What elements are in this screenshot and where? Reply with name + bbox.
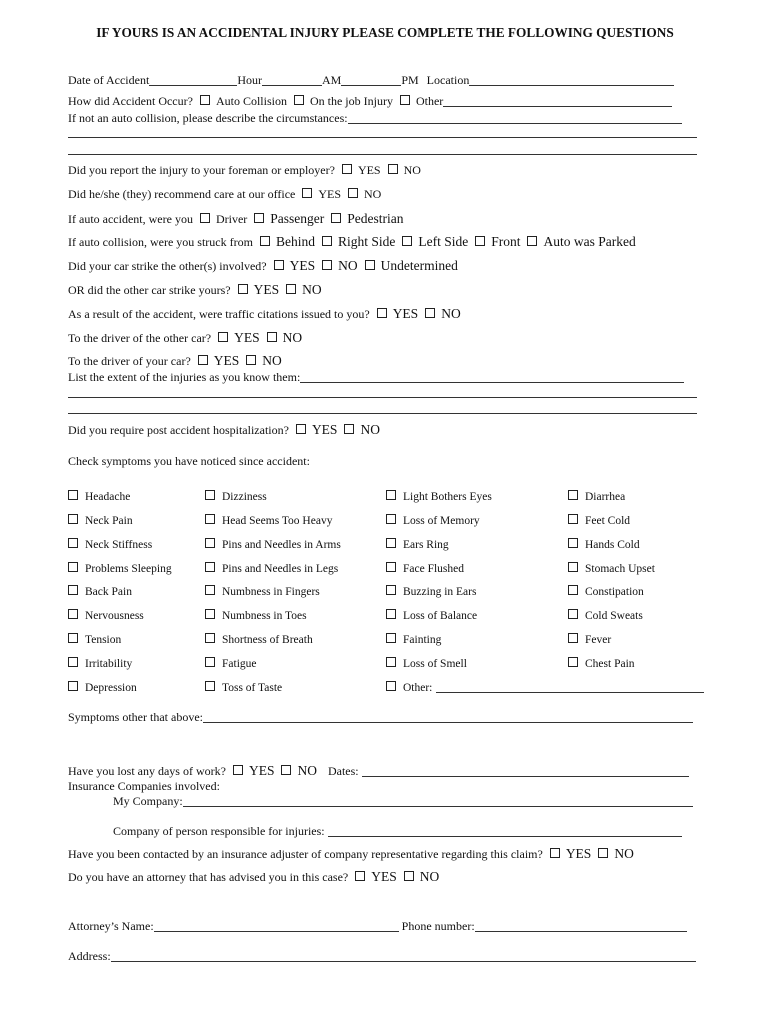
recommend-row xyxy=(68,187,381,202)
symptom-numbness-in-fingers-checkbox[interactable] xyxy=(205,585,215,595)
responsible-row xyxy=(113,824,682,839)
symptom-loss-of-balance-checkbox[interactable] xyxy=(386,609,396,619)
symptom-label: Neck Stiffness xyxy=(85,539,153,551)
symptom-label: Dizziness xyxy=(222,491,267,503)
symptom-other-checkbox[interactable] xyxy=(386,681,396,691)
pedestrian-label: Pedestrian xyxy=(347,211,404,226)
symptom-numbness-in-toes-checkbox[interactable] xyxy=(205,609,215,619)
symptom-problems-sleeping xyxy=(68,562,172,575)
adjuster-no-checkbox[interactable] xyxy=(598,848,608,858)
passenger-label: Passenger xyxy=(270,211,325,226)
hospital-no-checkbox[interactable] xyxy=(344,424,354,434)
symptom-hands-cold xyxy=(568,538,640,551)
symptom-back-pain xyxy=(68,585,132,598)
pm-label: PM xyxy=(401,73,419,87)
symptom-fatigue-checkbox[interactable] xyxy=(205,657,215,667)
other-driver-row xyxy=(68,330,302,346)
accident-details-row xyxy=(68,73,674,88)
symptom-face-flushed-checkbox[interactable] xyxy=(386,562,396,572)
symptom-nervousness xyxy=(68,609,144,622)
symptom-stomach-upset-checkbox[interactable] xyxy=(568,562,578,572)
symptom-chest-pain xyxy=(568,657,635,670)
symptom-pins-and-needles-in-legs-checkbox[interactable] xyxy=(205,562,215,572)
symptom-neck-pain xyxy=(68,514,133,527)
symptom-numbness-in-toes xyxy=(205,609,307,622)
other-strike-question: OR did the other car strike yours? xyxy=(68,283,231,297)
my-company-label: My Company: xyxy=(113,794,183,808)
other-strike-row xyxy=(68,282,322,298)
citations-row xyxy=(68,306,461,322)
symptom-fainting xyxy=(386,633,441,646)
symptom-other xyxy=(386,681,704,694)
no-label: NO xyxy=(360,422,380,437)
symptom-label: Stomach Upset xyxy=(585,563,655,575)
struck-question: If auto collision, were you struck from xyxy=(68,235,253,249)
other-label: Other xyxy=(415,94,444,108)
date-label: Date of Accident xyxy=(68,73,150,87)
describe-row xyxy=(68,111,682,126)
undetermined-label: Undetermined xyxy=(380,258,458,273)
driver-checkbox[interactable] xyxy=(200,213,210,223)
lost-days-no-checkbox[interactable] xyxy=(281,765,291,775)
address-label: Address: xyxy=(68,949,111,963)
yes-label: YES xyxy=(311,422,338,437)
symptom-ears-ring xyxy=(386,538,449,551)
symptom-label: Light Bothers Eyes xyxy=(403,491,492,503)
symptom-label: Headache xyxy=(85,491,131,503)
auto-collision-label: Auto Collision xyxy=(215,94,287,108)
how-label: How did Accident Occur? xyxy=(68,94,193,108)
lost-days-row xyxy=(68,763,689,779)
my-company-row xyxy=(113,794,693,809)
your-driver-yes-checkbox[interactable] xyxy=(198,355,208,365)
symptom-tension xyxy=(68,633,121,646)
symptoms-other-row xyxy=(68,710,693,725)
symptom-fainting-checkbox[interactable] xyxy=(386,633,396,643)
symptom-depression-checkbox[interactable] xyxy=(68,681,78,691)
hour-label: Hour xyxy=(237,73,262,87)
symptom-label: Head Seems Too Heavy xyxy=(222,515,333,527)
describe-field[interactable] xyxy=(348,112,682,124)
driver-label: Driver xyxy=(215,212,248,226)
your-driver-no-checkbox[interactable] xyxy=(246,355,256,365)
symptom-label: Hands Cold xyxy=(585,539,640,551)
symptom-label: Toss of Taste xyxy=(222,682,283,694)
right-side-label: Right Side xyxy=(337,234,396,249)
hospital-yes-checkbox[interactable] xyxy=(296,424,306,434)
front-checkbox[interactable] xyxy=(475,236,485,246)
behind-checkbox[interactable] xyxy=(260,236,270,246)
other-checkbox[interactable] xyxy=(400,95,410,105)
symptom-label: Fainting xyxy=(403,634,442,646)
no-label: NO xyxy=(614,846,634,861)
symptom-label: Chest Pain xyxy=(585,658,635,670)
symptom-tension-checkbox[interactable] xyxy=(68,633,78,643)
adjuster-row xyxy=(68,846,634,862)
yes-label: YES xyxy=(318,187,342,201)
how-occur-row xyxy=(68,94,672,109)
symptom-stomach-upset xyxy=(568,562,655,575)
symptom-label: Diarrhea xyxy=(585,491,626,503)
symptom-label: Shortness of Breath xyxy=(222,634,313,646)
symptom-ears-ring-checkbox[interactable] xyxy=(386,538,396,548)
strike-other-no-checkbox[interactable] xyxy=(322,260,332,270)
symptom-neck-pain-checkbox[interactable] xyxy=(68,514,78,524)
symptom-label: Feet Cold xyxy=(585,515,631,527)
attorney-name-label: Attorney’s Name: xyxy=(68,919,154,933)
symptom-fatigue xyxy=(205,657,257,670)
symptom-dizziness-checkbox[interactable] xyxy=(205,490,215,500)
report-yes-checkbox[interactable] xyxy=(342,164,352,174)
symptom-constipation xyxy=(568,585,644,598)
were-you-question: If auto accident, were you xyxy=(68,212,193,226)
hospital-question: Did you require post accident hospitalization? xyxy=(68,423,289,437)
describe-line-2[interactable] xyxy=(68,137,697,138)
undetermined-checkbox[interactable] xyxy=(365,260,375,270)
report-row xyxy=(68,163,421,178)
yes-label: YES xyxy=(289,258,316,273)
symptom-label: Loss of Smell xyxy=(403,658,467,670)
your-driver-row xyxy=(68,353,282,369)
symptom-light-bothers-eyes-checkbox[interactable] xyxy=(386,490,396,500)
symptom-numbness-in-fingers xyxy=(205,585,320,598)
other-field[interactable] xyxy=(443,95,672,107)
symptom-shortness-of-breath-checkbox[interactable] xyxy=(205,633,215,643)
job-injury-label: On the job Injury xyxy=(309,94,393,108)
symptom-loss-of-smell-checkbox[interactable] xyxy=(386,657,396,667)
recommend-no-checkbox[interactable] xyxy=(348,188,358,198)
symptom-depression xyxy=(68,681,137,694)
symptom-nervousness-checkbox[interactable] xyxy=(68,609,78,619)
right-side-checkbox[interactable] xyxy=(322,236,332,246)
symptom-loss-of-balance xyxy=(386,609,477,622)
yes-label: YES xyxy=(234,330,260,345)
report-question: Did you report the injury to your foreman or employer? xyxy=(68,163,335,177)
attorney-no-checkbox[interactable] xyxy=(404,871,414,881)
symptom-back-pain-checkbox[interactable] xyxy=(68,585,78,595)
parked-label: Auto was Parked xyxy=(543,234,636,249)
struck-row xyxy=(68,234,636,250)
symptom-buzzing-in-ears-checkbox[interactable] xyxy=(386,585,396,595)
symptom-loss-of-memory xyxy=(386,514,480,527)
yes-label: YES xyxy=(565,846,592,861)
other-driver-no-checkbox[interactable] xyxy=(267,332,277,342)
symptom-pins-and-needles-in-legs xyxy=(205,562,338,575)
parked-checkbox[interactable] xyxy=(527,236,537,246)
report-no-checkbox[interactable] xyxy=(388,164,398,174)
hospital-row xyxy=(68,422,380,438)
symptom-head-seems-too-heavy xyxy=(205,514,332,527)
symptom-diarrhea-checkbox[interactable] xyxy=(568,490,578,500)
attorney-name-field[interactable] xyxy=(154,920,399,932)
no-label: NO xyxy=(338,258,358,273)
front-label: Front xyxy=(491,234,521,249)
symptom-face-flushed xyxy=(386,562,464,575)
dates-field[interactable] xyxy=(362,765,689,777)
no-label: NO xyxy=(364,187,382,201)
left-side-label: Left Side xyxy=(418,234,469,249)
lost-days-question: Have you lost any days of work? xyxy=(68,764,226,778)
symptom-label: Irritability xyxy=(85,658,133,670)
job-injury-checkbox[interactable] xyxy=(294,95,304,105)
citations-yes-checkbox[interactable] xyxy=(377,308,387,318)
symptom-fever-checkbox[interactable] xyxy=(568,633,578,643)
location-field[interactable] xyxy=(469,74,674,86)
adjuster-question: Have you been contacted by an insurance adjuster of company representative regarding this claim? xyxy=(68,847,543,861)
yes-label: YES xyxy=(253,282,280,297)
responsible-field[interactable] xyxy=(328,825,682,837)
symptom-headache-checkbox[interactable] xyxy=(68,490,78,500)
symptom-buzzing-in-ears xyxy=(386,585,476,598)
symptom-hands-cold-checkbox[interactable] xyxy=(568,538,578,548)
symptom-label: Problems Sleeping xyxy=(85,563,172,575)
attorney-name-row xyxy=(68,919,687,934)
no-label: NO xyxy=(297,763,317,778)
other-strike-yes-checkbox[interactable] xyxy=(238,284,248,294)
form-title: IF YOURS IS AN ACCIDENTAL INJURY PLEASE COMPLETE THE FOLLOWING QUESTIONS xyxy=(96,25,674,40)
symptom-label: Numbness in Fingers xyxy=(222,586,320,598)
address-row xyxy=(68,949,696,964)
insurance-label: Insurance Companies involved: xyxy=(68,779,220,793)
symptom-diarrhea xyxy=(568,490,625,503)
injuries-question: List the extent of the injuries as you know them: xyxy=(68,370,301,384)
auto-collision-checkbox[interactable] xyxy=(200,95,210,105)
symptom-cold-sweats-checkbox[interactable] xyxy=(568,609,578,619)
symptom-label: Face Flushed xyxy=(403,563,465,575)
symptom-label: Nervousness xyxy=(85,610,144,622)
symptom-label: Ears Ring xyxy=(403,539,449,551)
yes-label: YES xyxy=(392,306,419,321)
describe-line-3[interactable] xyxy=(68,154,697,155)
pedestrian-checkbox[interactable] xyxy=(331,213,341,223)
location-label: Location xyxy=(426,73,470,87)
symptom-label: Pins and Needles in Arms xyxy=(222,539,341,551)
symptom-toss-of-taste-checkbox[interactable] xyxy=(205,681,215,691)
symptom-loss-of-smell xyxy=(386,657,467,670)
phone-label: Phone number: xyxy=(401,919,475,933)
symptom-neck-stiffness xyxy=(68,538,152,551)
injuries-row xyxy=(68,370,684,385)
symptom-label: Numbness in Toes xyxy=(222,610,307,622)
symptom-label: Pins and Needles in Legs xyxy=(222,563,339,575)
symptom-headache xyxy=(68,490,130,503)
yes-label: YES xyxy=(248,763,275,778)
am-field[interactable] xyxy=(341,74,401,86)
symptom-light-bothers-eyes xyxy=(386,490,492,503)
symptom-label: Fatigue xyxy=(222,658,257,670)
symptom-other-field[interactable] xyxy=(436,681,704,693)
injuries-line-3[interactable] xyxy=(68,413,697,414)
no-label: NO xyxy=(302,282,322,297)
symptom-feet-cold-checkbox[interactable] xyxy=(568,514,578,524)
symptom-label: Neck Pain xyxy=(85,515,133,527)
recommend-yes-checkbox[interactable] xyxy=(302,188,312,198)
strike-other-question: Did your car strike the other(s) involved? xyxy=(68,259,267,273)
yes-label: YES xyxy=(357,163,381,177)
symptom-cold-sweats xyxy=(568,609,643,622)
other-driver-question: To the driver of the other car? xyxy=(68,331,212,345)
no-label: NO xyxy=(441,306,461,321)
my-company-field[interactable] xyxy=(183,795,693,807)
were-you-row xyxy=(68,211,404,227)
symptom-irritability-checkbox[interactable] xyxy=(68,657,78,667)
lost-days-yes-checkbox[interactable] xyxy=(233,765,243,775)
strike-other-row xyxy=(68,258,458,274)
your-driver-question: To the driver of your car? xyxy=(68,354,191,368)
no-label: NO xyxy=(282,330,303,345)
symptom-feet-cold xyxy=(568,514,630,527)
describe-label: If not an auto collision, please describe the circumstances: xyxy=(68,111,348,125)
symptom-pins-and-needles-in-arms-checkbox[interactable] xyxy=(205,538,215,548)
recommend-question: Did he/she (they) recommend care at our office xyxy=(68,187,296,201)
phone-field[interactable] xyxy=(475,920,687,932)
symptoms-other-field[interactable] xyxy=(203,711,693,723)
address-field[interactable] xyxy=(111,950,696,962)
symptom-irritability xyxy=(68,657,132,670)
attorney-row xyxy=(68,869,439,885)
other-driver-yes-checkbox[interactable] xyxy=(218,332,228,342)
symptom-label: Loss of Balance xyxy=(403,610,478,622)
symptoms-other-label: Symptoms other that above: xyxy=(68,710,203,724)
injuries-line-2[interactable] xyxy=(68,397,697,398)
yes-label: YES xyxy=(371,869,397,884)
adjuster-yes-checkbox[interactable] xyxy=(550,848,560,858)
hour-field[interactable] xyxy=(262,74,322,86)
symptom-head-seems-too-heavy-checkbox[interactable] xyxy=(205,514,215,524)
symptom-fever xyxy=(568,633,611,646)
no-label: NO xyxy=(262,353,282,368)
symptom-chest-pain-checkbox[interactable] xyxy=(568,657,578,667)
responsible-label: Company of person responsible for injuries: xyxy=(113,824,325,838)
no-label: NO xyxy=(419,869,440,884)
date-field[interactable] xyxy=(149,74,237,86)
passenger-checkbox[interactable] xyxy=(254,213,264,223)
symptom-label: Tension xyxy=(85,634,122,646)
symptom-dizziness xyxy=(205,490,267,503)
strike-other-yes-checkbox[interactable] xyxy=(274,260,284,270)
symptom-toss-of-taste xyxy=(205,681,282,694)
other-strike-no-checkbox[interactable] xyxy=(286,284,296,294)
injuries-field[interactable] xyxy=(300,371,684,383)
symptom-pins-and-needles-in-arms xyxy=(205,538,341,551)
behind-label: Behind xyxy=(275,234,315,249)
dates-label: Dates: xyxy=(327,764,359,778)
symptom-neck-stiffness-checkbox[interactable] xyxy=(68,538,78,548)
no-label: NO xyxy=(403,163,421,177)
symptom-problems-sleeping-checkbox[interactable] xyxy=(68,562,78,572)
symptom-shortness-of-breath xyxy=(205,633,313,646)
symptom-label: Cold Sweats xyxy=(585,610,643,622)
symptom-label: Depression xyxy=(85,682,137,694)
symptom-label: Back Pain xyxy=(85,586,132,598)
check-symptoms-heading: Check symptoms you have noticed since accident: xyxy=(68,454,310,468)
citations-no-checkbox[interactable] xyxy=(425,308,435,318)
left-side-checkbox[interactable] xyxy=(402,236,412,246)
symptom-label: Buzzing in Ears xyxy=(403,586,477,598)
attorney-question: Do you have an attorney that has advised you in this case? xyxy=(68,870,349,884)
symptom-label: Fever xyxy=(585,634,612,646)
am-label: AM xyxy=(321,73,342,87)
symptom-loss-of-memory-checkbox[interactable] xyxy=(386,514,396,524)
symptom-label: Other: xyxy=(403,682,433,694)
symptom-label: Loss of Memory xyxy=(403,515,480,527)
symptom-label: Constipation xyxy=(585,586,644,598)
symptom-constipation-checkbox[interactable] xyxy=(568,585,578,595)
citations-question: As a result of the accident, were traffic citations issued to you? xyxy=(68,307,370,321)
yes-label: YES xyxy=(213,353,240,368)
attorney-yes-checkbox[interactable] xyxy=(355,871,365,881)
